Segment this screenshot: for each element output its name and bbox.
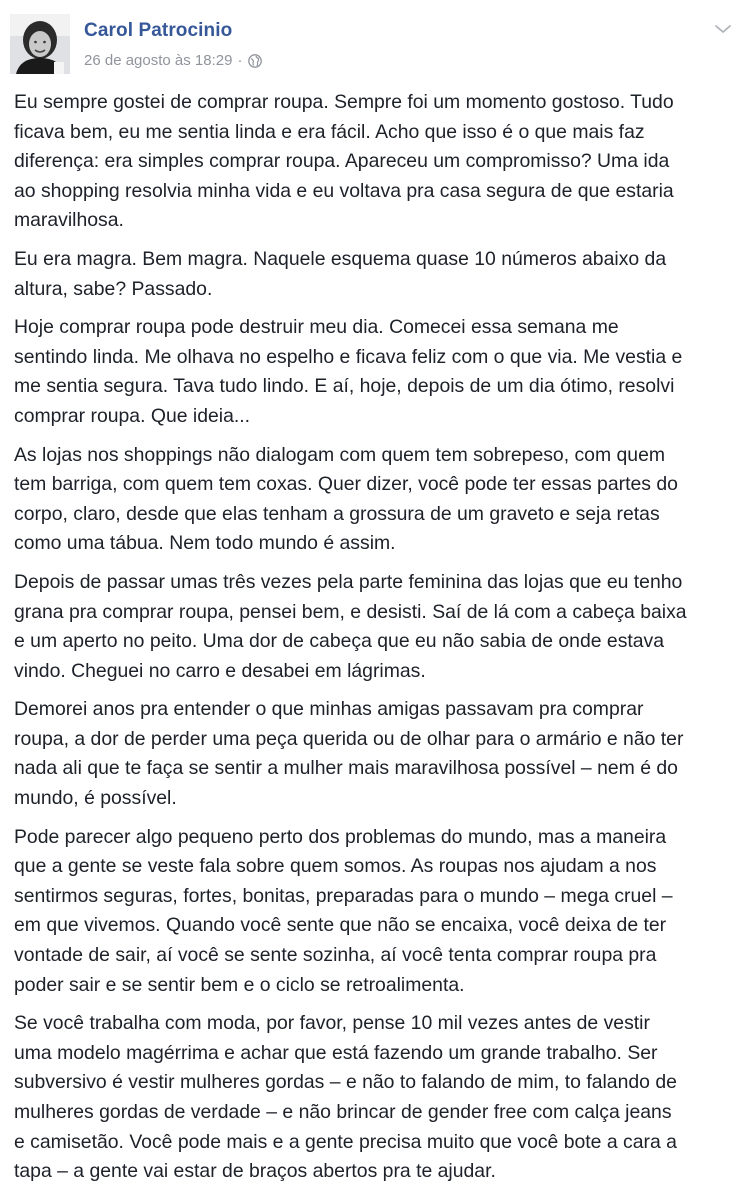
globe-icon[interactable] (248, 54, 262, 68)
post-meta (84, 52, 262, 69)
post-paragraph: Eu sempre gostei de comprar roupa. Sempre foi um momento gostoso. Tudo ficava bem, eu me sentia linda e era fácil. Acho que isso é o que mais faz diferença: era simples comprar roupa. Apareceu um compromisso? Uma ida ao shopping resolvia minha vida e eu voltava pra casa segura de que estaria maravilhosa. (14, 91, 674, 232)
chevron-down-icon[interactable] (712, 20, 734, 38)
author-name[interactable]: Carol Patrocinio (84, 20, 233, 41)
post-header (10, 14, 740, 80)
meta-separator: · (237, 52, 243, 69)
post-paragraph: Hoje comprar roupa pode destruir meu dia. Comecei essa semana me sentindo linda. Me olhava no espelho e ficava feliz com o que via. Me vestia e me sentia segura. Tava tudo lindo. E aí, hoje, depois de um dia ótimo, resolvi comprar roupa. Que ideia... (14, 316, 683, 427)
post-paragraph: As lojas nos shoppings não dialogam com quem tem sobrepeso, com quem tem barriga, com quem tem coxas. Quer dizer, você pode ter essas partes do corpo, claro, desde que elas tenham a grossura de um graveto e seja retas como uma tábua. Nem todo mundo é assim. (14, 443, 678, 555)
avatar-image (10, 14, 70, 74)
post-paragraph: Pode parecer algo pequeno perto dos problemas do mundo, mas a maneira que a gente se veste fala sobre quem somos. As roupas nos ajudam a nos sentirmos seguras, fortes, bonitas, preparadas para o mundo – mega cruel – em que vivemos. Quando você sente que não se encaixa, você deixa de ter vontade de sair, aí você se sente sozinha, aí você tenta comprar roupa pra poder sair e se sentir bem e o ciclo se retroalimenta. (14, 825, 673, 996)
post-paragraph: Depois de passar umas três vezes pela parte feminina das lojas que eu tenho grana pra comprar roupa, pensei bem, e desisti. Saí de lá com a cabeça baixa e um aperto no peito. Uma dor de cabeça que eu não sabia de onde estava vindo. Cheguei no carro e desabei em lágrimas. (14, 570, 687, 682)
post-paragraph: Se você trabalha com moda, por favor, pense 10 mil vezes antes de vestir uma modelo magérrima e achar que está fazendo um grande trabalho. Ser subversivo é vestir mulheres gordas – e não to falando de mim, to falando de mulheres gordas de verdade – e não brincar de gender free com calça jeans e camisetão. Você pode mais e a gente precisa muito que você bote a cara a tapa – a gente vai estar de braços abertos pra te ajudar. (14, 1012, 677, 1183)
post-timestamp[interactable]: 26 de agosto às 18:29 (84, 52, 233, 69)
post-paragraph: Demorei anos pra entender o que minhas amigas passavam pra comprar roupa, a dor de perder uma peça querida ou de olhar para o armário e não ter nada ali que te faça se sentir a mulher mais maravilhosa possível – nem é do mundo, é possível. (14, 698, 684, 810)
post-body (14, 88, 736, 1196)
avatar[interactable] (10, 14, 70, 74)
post-paragraph: Eu era magra. Bem magra. Naquele esquema quase 10 números abaixo da altura, sabe? Passado. (14, 247, 667, 300)
